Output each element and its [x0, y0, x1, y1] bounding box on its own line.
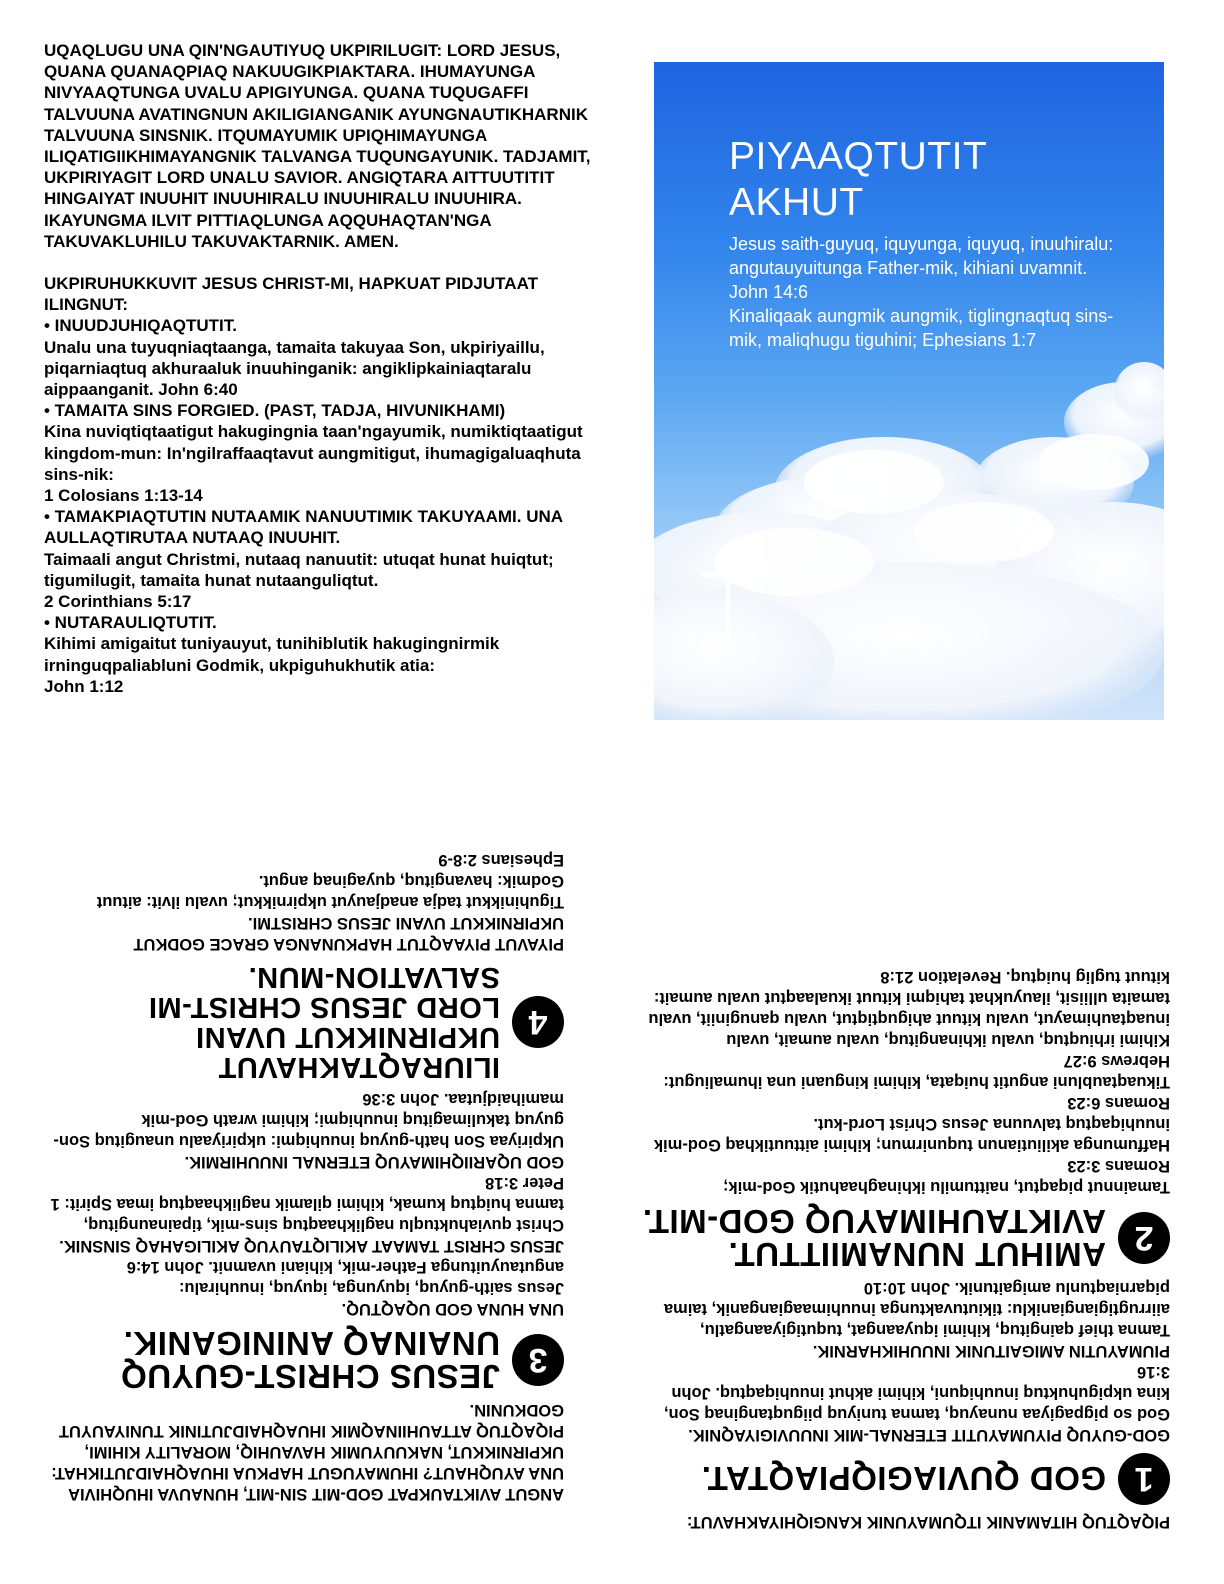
step-4-header [44, 962, 564, 1082]
step-1-header [640, 1453, 1170, 1505]
cover-verse-2: Kinaliqaak aungmik aungmik, tiglingnaqtuq sins-mik, maliqhugu tiguhini; Ephesians 1:7 [729, 306, 1114, 350]
step-3-sub: UNA HUNA GOD UQAQTUQ. [341, 1300, 564, 1318]
step-2-title [642, 1205, 1106, 1271]
benefit-3-body: Taimaali angut Christmi, nutaaq nanuutit: utuqat hunat huiqtut; tigumilugit, tamaita hunat nutaanguliqtut. [44, 549, 554, 590]
right-intro: PIQAQTUQ HITAMANIK ITQUMAYUNIK KANGIQHIYAKHAVUT: [686, 1513, 1170, 1531]
step-4-title [44, 962, 500, 1082]
benefit-2-body: Kina nuviqtiqtaatigut hakugingnia taan'ngayumik, numiktiqtaatigut kingdom-mun: In'ngilraffaaqtavut aungmitigut, ihumagigaluaqhuta sins-nik: [44, 422, 583, 484]
benefit-4-ref: John 1:12 [44, 676, 124, 696]
step-4-number: 4 [512, 996, 564, 1048]
prayer-paragraph: UQAQLUGU UNA QIN'NGAUTIYUQ UKPIRILUGIT: LORD JESUS, QUANA QUANAQPIAQ NAKUUGIKPIAKTARA. IHUMAYUNGA NIVYAAQTUNGA UVALU APIGIYUNGA. QUANA TUQUGAFFI TALVUUNA AVATINGNUN AKILIGIANGANIK AYUNGNAUTIKHARNIK TALVUUNA SINSNIK. ITQUMAYUMIK UPIQHIMAYUNGA ILIQATIGIIKHIMAYANGNIK TALVANGA TUQUNGAYUNIK. TADJAMIT, UKPIRIYAGIT LORD UNALU SAVIOR. ANGIQTARA AITTUUTITIT HINGAIYAT INUUHIT INUUHIRALU INUUHIRALU INUUHIRA. IKAYUNGMA ILVIT PITTIAQLUNGA AQQUHAQTAN'NGA TAKUVAKLUHILU TAKUVAKTARNIK. AMEN. [44, 41, 591, 251]
steps-1-2-panel [640, 832, 1170, 1532]
cover-title-line2: AKHUT [729, 181, 864, 224]
benefit-3-ref: 2 Corinthians 5:17 [44, 592, 192, 612]
step-4-sub: PIYAVUT PIYAAQTUT HAPKUNANGA GRACE GODKUT UKPIRNIKKUT UVANI JESUS CHRISTMI. [133, 914, 564, 953]
step-3-body-1: Jesus saith-guyuq, iquyunga, iquyuq, inuuhiralu: angutauyuitunga Father-mik, kihiani uvamnit. John 14:6 [126, 1258, 564, 1297]
step-3-sub-3: GOD UQARIIQHIMAYUQ ETERNAL INUUHIRMIK. [184, 1153, 564, 1171]
benefit-1-title: • INUUDJUHIQAQTUTIT. [44, 316, 237, 336]
step-2-number: 2 [1118, 1212, 1170, 1264]
cover-verses [729, 232, 1129, 352]
step-1-sub-2: PIUMAYUTIN AMIGAITUNIK INUUHIKHARNIK. [812, 1342, 1170, 1360]
benefit-3-title: • TAMAKPIAQTUTIN NUTAAMIK NANUUTIMIK TAKUYAAMI. UNA AULLAQTIRUTAA NUTAAQ INUUHIT. [44, 507, 563, 548]
step-3-body-3: Ukpiriyaa Son hath-guyuq inuuhiqmi: ukpiriyaalu unaugituq Son-guyuq takulimagituq inuuhiqmi; kihimi wrath God-mik mamihaidjutaa. John 3:36 [53, 1090, 564, 1150]
prayer-panel [44, 40, 604, 697]
step-3-title-line2: UNAINAQ ANINIGANIK. [123, 1325, 500, 1362]
cover-verse-1: Jesus saith-guyuq, iquyunga, iquyuq, inuuhiralu: angutauyuitunga Father-mik, kihiani uvamnit. John 14:6 [729, 234, 1114, 302]
step-4-body: Tiguhinikkut tadja anadjauyut ukpirnikkut; uvalu ilvit: aituut Godmik: havangituq, quyaginaq angut. [96, 872, 564, 911]
step-2-title-line1: AMIHUT NUNAMIITTUT. [728, 1236, 1106, 1273]
step-3-title [121, 1327, 500, 1393]
step-2-ref-2: Romans 6:23 [1067, 1094, 1170, 1112]
step-2-title-line2: AVIKTAUHIMAYUQ GOD-MIT. [642, 1203, 1106, 1240]
step-1-body-2: Tamna thief qaingituq, kihimi iquyaangat, tuqutigiyaangatlu, aiirrugtigiangianiklu: tikiutuvaktunga inuuhimaagianganik, taima piqarniaqtunlu amigaitunik. John 10:10 [663, 1279, 1170, 1339]
benefit-2-title: • TAMAITA SINS FORGIED. (PAST, TADJA, HIVUNIKHAMI) [44, 401, 506, 421]
step-1-title: GOD QUVIAGIQPIAQTAT. [701, 1460, 1106, 1498]
step-3-title-line1: JESUS CHRIST-GUYUQ [120, 1358, 500, 1395]
cover-title-line1: PIYAAQTUTIT [729, 135, 988, 178]
step-4-ref: Ephesians 2:8-9 [438, 851, 564, 869]
left-intro-2: UKPIRNIKKUT, NAKUUYUMIK HAVAUHIQ, MORALITY KIHIMI, PIQAQTUQ ATTAUHIINAQMIK IHUAQHAIDJUTINIK TUNIYAUYUT GODKUNIN. [58, 1401, 564, 1461]
left-intro: ANGUT AVIKTAUKPAT GOD-MIT SIN-MIT, HUNAUVA IHUQHIVIA UNA AYUQHAUT? IHUMAYUGUT HAPKUA IHUAQHAIDJUTIKHAT: [51, 1464, 564, 1503]
cross-icon [702, 545, 754, 641]
benefit-4-title: • NUTARAULIQTUTIT. [44, 613, 217, 633]
steps-3-4-panel [44, 832, 564, 1504]
step-4-title-line2: LORD JESUS CHRIST-MI SALVATION-MUN. [148, 961, 500, 1023]
step-2-header [640, 1205, 1170, 1271]
cover-image [654, 62, 1164, 720]
step-2-body-4: Kihimi irhiuqtuq, uvalu ikhinangituq, uvalu aumait, uvalu inuaqtauhimayut, uvalu kituut ahiguqtiqtut, uvalu qanuginiit, uvalu tamaita ulliisit, ilauyukhat tahiqmi kituut ikualaaqtut uvalu aumait: kituut tuglig huiqtuq. Revelation 21:8 [648, 968, 1170, 1049]
step-2-body-2: Haffumunga akiliutianun tuqunirmun; kihimi aittuutikhaq God-mik inuuhiqaqtuq talvuuna Jesus Christ Lord-kut. [653, 1115, 1170, 1154]
benefit-1-body: Unalu una tuyuqniaqtaanga, tamaita takuyaa Son, ukpiriyaillu, piqarniaqtuq akhuraaluk inuuhinganik: angiklipkainiaqtaralu aippaanganit. John 6:40 [44, 337, 545, 400]
step-3-body-2: Christ quviahuktuqlu naglikhaaqtuq sins-mik, tipainaungituq, tamna huiqtuq kumak, kihimi qilamik naglikhaaqtuq imaa Spirit: 1 Peter 3:18 [50, 1174, 564, 1234]
step-2-ref-1: Romans 3:23 [1067, 1157, 1170, 1175]
step-3-sub-2: JESUS CHRIST TAMAAT AKILIQTAUYUQ AKILIGAHAQ SINSNIK. [59, 1237, 564, 1255]
benefit-4-body: Kihimi amigaitut tuniyauyut, tunihiblutik hakugingnirmik irninguqpaliabluni Godmik, ukpiguhukhutik atia: [44, 634, 500, 675]
benefits-heading: UKPIRUHUKKUVIT JESUS CHRIST-MI, HAPKUAT PIDJUTAAT ILINGNUT: [44, 274, 538, 315]
step-2-body-3: Tikuaqtaubluni angutit huiqata, kihimi kinguani una ihumaliugut: Hebrews 9:27 [663, 1052, 1170, 1091]
step-3-number: 3 [512, 1334, 564, 1386]
cover-title [729, 134, 987, 226]
benefit-2-ref: 1 Colosians 1:13-14 [44, 486, 203, 506]
step-4-title-line1: ILIURAQTAKHAVUT UKPIRNIKKUT UVANI [195, 1021, 500, 1083]
step-1-number: 1 [1118, 1453, 1170, 1505]
step-1-sub: GOD-GUYUQ PIYUMAYUTIT ETERNAL-MIK INUUVIGIYAQNIK. [688, 1426, 1170, 1444]
step-3-header [44, 1327, 564, 1393]
step-1-body-1: God so pigpagiyaa nunayuq, tamna tuniyuq piiguqtanginaq Son, kina ukpiguhuktuq inuuhiquni, kihimi akhut inuuhiqaqtuq. John 3:16 [663, 1363, 1170, 1423]
step-2-body-1: Tamainnut piqaqtut, naittumilu ikhinaghaahutik God-mik; [722, 1178, 1170, 1196]
